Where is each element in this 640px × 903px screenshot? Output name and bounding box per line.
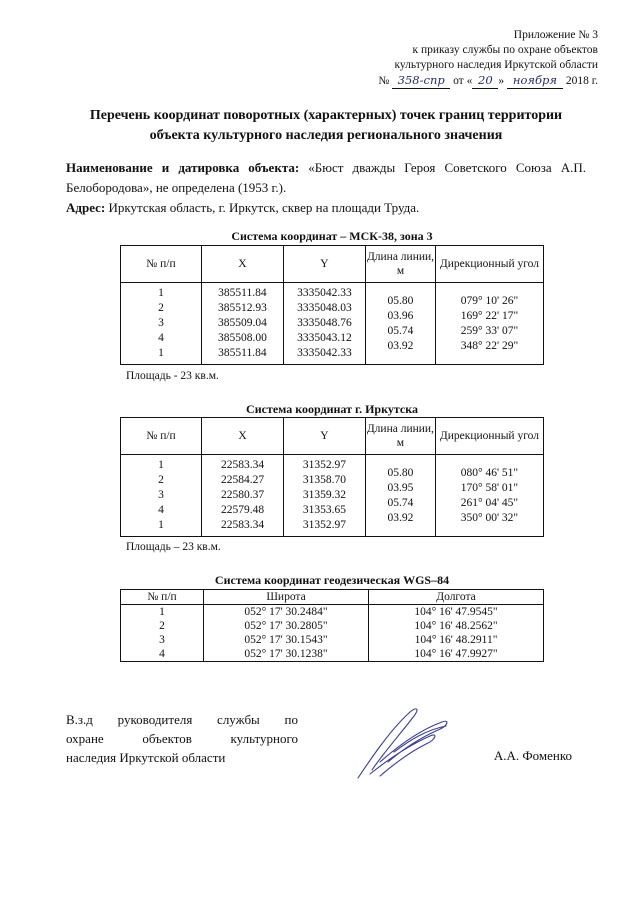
table3-lon: 104° 16' 48.2911" (369, 633, 544, 647)
table1-length-value: 05.74 (387, 324, 414, 337)
table1-length-value: 03.92 (387, 339, 414, 352)
table2-length-cell (365, 455, 435, 537)
table3-wgs84 (120, 589, 544, 662)
table3-lon: 104° 16' 47.9927" (369, 647, 544, 662)
table3-lat: 052° 17' 30.2805" (204, 619, 369, 633)
table1-point: 4 (158, 332, 164, 344)
table3-num: 3 (121, 633, 204, 647)
appendix-order-line (298, 73, 598, 89)
object-address-paragraph (66, 198, 586, 218)
table1-header-x: X (201, 246, 283, 283)
table2-point: 4 (158, 504, 164, 516)
order-day-handwritten: 20 (472, 73, 498, 89)
table3-header-lat: Широта (204, 590, 369, 605)
table2-caption: Система координат г. Иркутска (246, 402, 418, 416)
table1-angle-value: 348° 22' 29" (460, 339, 519, 352)
table-row (121, 647, 544, 662)
table2-point: 3 (158, 489, 164, 501)
appendix-line-2: к приказу службы по охране объектов (412, 44, 598, 56)
table1-angle-value: 259° 33' 07" (460, 324, 519, 337)
table1-x-value: 385511.84 (218, 287, 267, 299)
table2-x-cell (202, 455, 284, 537)
table2-x-value: 22583.34 (220, 459, 265, 471)
table2-angle-value: 350° 00' 32" (460, 511, 519, 524)
table1-x-value: 385511.84 (218, 347, 267, 359)
table1-point: 3 (158, 317, 164, 329)
table2-point: 2 (158, 474, 164, 486)
table3-caption: Система координат геодезическая WGS–84 (214, 573, 450, 587)
table2-header-length: Длина линии, м (365, 418, 435, 455)
order-month-handwritten: ноября (507, 73, 563, 89)
table2-y-value: 31358.70 (302, 474, 346, 486)
table2-point: 1 (158, 459, 164, 471)
table1-y-value: 3335048.03 (297, 302, 352, 314)
table1-length-cell (366, 283, 436, 365)
table1-caption: Система координат – МСК-38, зона 3 (231, 229, 433, 243)
order-year: 2018 г. (565, 75, 598, 87)
table3-header-num: № п/п (121, 590, 204, 605)
table1-points-cell (121, 283, 202, 365)
table2-length-value: 05.80 (387, 466, 414, 479)
table3-num: 1 (121, 605, 204, 620)
appendix-line-1: Приложение № 3 (513, 29, 598, 41)
signer-position (66, 710, 298, 767)
handwritten-signature (350, 700, 470, 790)
table2-length-value: 03.92 (387, 511, 414, 524)
table-row (121, 619, 544, 633)
table3-lat: 052° 17' 30.2484" (204, 605, 369, 620)
table3-lon: 104° 16' 48.2562" (369, 619, 544, 633)
table1-length-value: 03.96 (387, 309, 414, 322)
table1-x-cell (201, 283, 283, 365)
table3-lat: 052° 17' 30.1543" (204, 633, 369, 647)
table2-angle-value: 261° 04' 45" (460, 496, 519, 509)
title-line-2: объекта культурного наследия регионального значения (149, 128, 503, 143)
table1-x-value: 385509.04 (217, 317, 267, 329)
table3-lon: 104° 16' 47.9545" (369, 605, 544, 620)
table2-header-y: Y (283, 418, 365, 455)
order-number-prefix: № (378, 75, 390, 87)
table2-x-value: 22584.27 (220, 474, 265, 486)
object-info (66, 158, 586, 218)
table2-point: 1 (158, 519, 164, 531)
object-name-label: Наименование и датировка объекта: (66, 160, 300, 175)
table1-header-num: № п/п (121, 246, 202, 283)
table1-point: 2 (158, 302, 164, 314)
object-name-paragraph (66, 158, 586, 198)
appendix-line-3: культурного наследия Иркутской области (394, 59, 598, 71)
signer-name: А.А. Фоменко (493, 748, 572, 763)
table1-y-value: 3335042.33 (297, 287, 352, 299)
table2-angle-cell (435, 455, 543, 537)
table1-header-angle: Дирекционный угол (435, 246, 543, 283)
table2-x-value: 22580.37 (220, 489, 265, 501)
table2-irkutsk (120, 417, 544, 537)
order-number-handwritten: 358-спр (392, 73, 450, 89)
table1-y-value: 3335042.33 (297, 347, 352, 359)
table2-length-value: 05.74 (387, 496, 414, 509)
object-address-value: Иркутская область, г. Иркутск, сквер на площади Труда. (108, 200, 420, 215)
table1-point: 1 (158, 347, 164, 359)
table1-y-cell (283, 283, 365, 365)
table1-x-value: 385508.00 (217, 332, 267, 344)
table1-angle-value: 079° 10' 26" (460, 294, 519, 307)
table1-angle-value: 169° 22' 17" (460, 309, 519, 322)
table1-angle-cell (435, 283, 543, 365)
table1-y-value: 3335048.76 (297, 317, 352, 329)
table2-x-value: 22583.34 (220, 519, 265, 531)
table3-lat: 052° 17' 30.1238" (204, 647, 369, 662)
table2-y-value: 31359.32 (302, 489, 346, 501)
table1-area: Площадь - 23 кв.м. (126, 370, 219, 382)
table-row (121, 633, 544, 647)
table2-angle-value: 170° 58' 01" (460, 481, 519, 494)
table2-area: Площадь – 23 кв.м. (126, 541, 221, 553)
object-address-label: Адрес: (66, 200, 106, 215)
table2-header-x: X (202, 418, 284, 455)
table2-header-angle: Дирекционный угол (435, 418, 543, 455)
title-line-1: Перечень координат поворотных (характерных) точек границ территории (89, 108, 563, 123)
table2-y-cell (283, 455, 365, 537)
table-row (121, 605, 544, 620)
table1-header-y: Y (283, 246, 365, 283)
table2-y-value: 31352.97 (302, 459, 346, 471)
table2-length-value: 03.95 (387, 481, 414, 494)
table1-header-length: Длина линии, м (366, 246, 436, 283)
order-date-prefix: от « (453, 75, 473, 87)
appendix-header (298, 28, 598, 89)
signer-line-1: В.з.д руководителя службы по (66, 712, 298, 727)
table2-points-cell (121, 455, 202, 537)
signer-line-2: охране объектов культурного (66, 731, 298, 746)
table3-header-lon: Долгота (369, 590, 544, 605)
table3-num: 2 (121, 619, 204, 633)
table2-angle-value: 080° 46' 51" (460, 466, 519, 479)
table2-x-value: 22579.48 (220, 504, 265, 516)
table2-y-value: 31353.65 (302, 504, 346, 516)
document-title (40, 106, 612, 146)
table1-msk38 (120, 245, 544, 365)
table1-y-value: 3335043.12 (297, 332, 352, 344)
table3-num: 4 (121, 647, 204, 662)
object-name-value: «Бюст дважды Героя Советского Союза А.П. Белобородова», не определена (1953 г.). (66, 160, 586, 195)
table2-header-num: № п/п (121, 418, 202, 455)
table1-x-value: 385512.93 (217, 302, 267, 314)
table1-length-value: 05.80 (387, 294, 414, 307)
signer-line-3: наследия Иркутской области (66, 750, 226, 765)
table2-y-value: 31352.97 (302, 519, 346, 531)
order-date-quote: » (498, 75, 505, 87)
table1-point: 1 (158, 287, 164, 299)
